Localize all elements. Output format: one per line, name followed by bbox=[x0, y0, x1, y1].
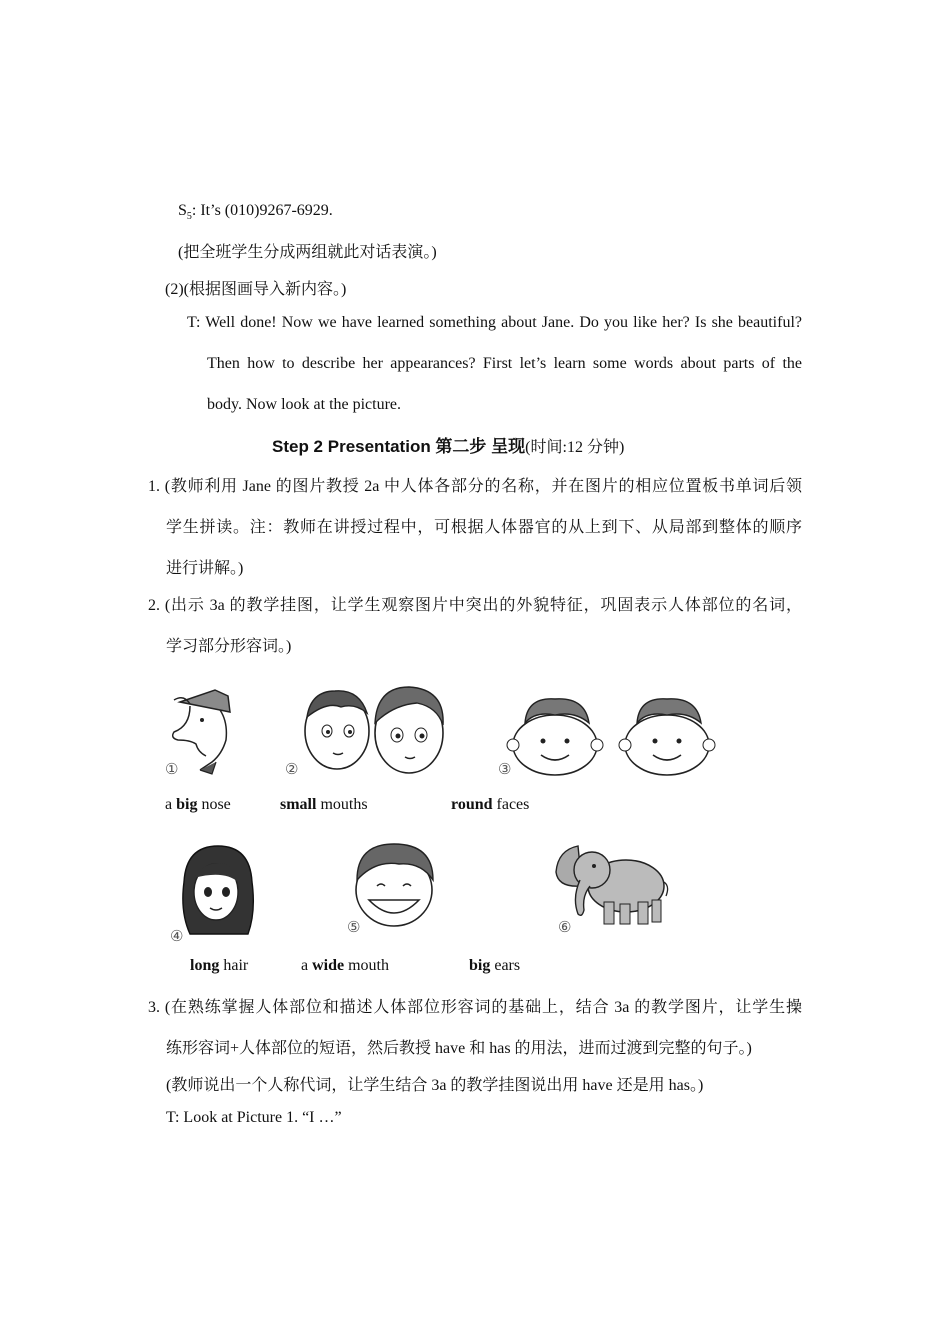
wide-mouth-boy-icon bbox=[347, 840, 442, 930]
caption-4: long hair bbox=[190, 957, 249, 974]
caption-6: big ears bbox=[469, 957, 521, 974]
teacher-line-2: Then how to describe her appearances? First let’s learn some words about parts of the bbox=[207, 355, 802, 372]
elephant-icon bbox=[548, 836, 673, 931]
long-hair-girl-icon bbox=[178, 842, 258, 937]
step1-line-3: 进行讲解。) bbox=[166, 560, 244, 577]
picture-number-1: ① bbox=[165, 762, 179, 778]
step2-line-1: 2. (出示 3a 的教学挂图，让学生观察图片中突出的外貌特征，巩固表示人体部位的名词， bbox=[148, 597, 802, 614]
caption-3: round faces bbox=[451, 796, 530, 813]
teacher-line-1: T: Well done! Now we have learned something about Jane. Do you like her? Is she beautiful? bbox=[187, 314, 802, 331]
caption-5: a wide mouth bbox=[301, 957, 389, 974]
step3-line-4: T: Look at Picture 1. “I …” bbox=[166, 1109, 342, 1126]
step3-line-3: (教师说出一个人称代词，让学生结合 3a 的教学挂图说出用 have 还是用 has。) bbox=[166, 1077, 704, 1094]
small-mouth-boys-icon bbox=[297, 683, 452, 778]
split-class-note: (把全班学生分成两组就此对话表演。) bbox=[178, 244, 437, 261]
item2-intro: (2)(根据图画导入新内容。) bbox=[165, 281, 347, 298]
round-face-twins-icon bbox=[505, 693, 730, 778]
step2-line-2: 学习部分形容词。) bbox=[166, 638, 292, 655]
step3-line-2: 练形容词+人体部位的短语，然后教授 have 和 has 的用法，进而过渡到完整的句子。) bbox=[166, 1040, 752, 1057]
picture-number-3: ③ bbox=[498, 762, 512, 778]
s5-line: $S_5$: It’s (010)9267-6929. bbox=[178, 202, 333, 223]
step2-heading: Step 2 Presentation 第二步 呈现(时间:12 分钟) bbox=[272, 437, 625, 456]
teacher-line-3: body. Now look at the picture. bbox=[207, 396, 402, 413]
step1-line-2: 学生拼读。注：教师在讲授过程中，可根据人体器官的从上到下、从局部到整体的顺序 bbox=[166, 519, 802, 536]
picture-number-6: ⑥ bbox=[558, 920, 572, 936]
caption-1: a big nose bbox=[165, 796, 231, 813]
step3-line-1: 3. (在熟练掌握人体部位和描述人体部位形容词的基础上，结合 3a 的教学图片，让学生操 bbox=[148, 999, 802, 1016]
picture-number-4: ④ bbox=[170, 929, 184, 945]
picture-number-5: ⑤ bbox=[347, 920, 361, 936]
caption-2: small mouths bbox=[280, 796, 368, 813]
step1-line-1: 1. (教师利用 Jane 的图片教授 2a 中人体各部分的名称，并在图片的相应位置板书单词后领 bbox=[148, 478, 802, 495]
picture-number-2: ② bbox=[285, 762, 299, 778]
